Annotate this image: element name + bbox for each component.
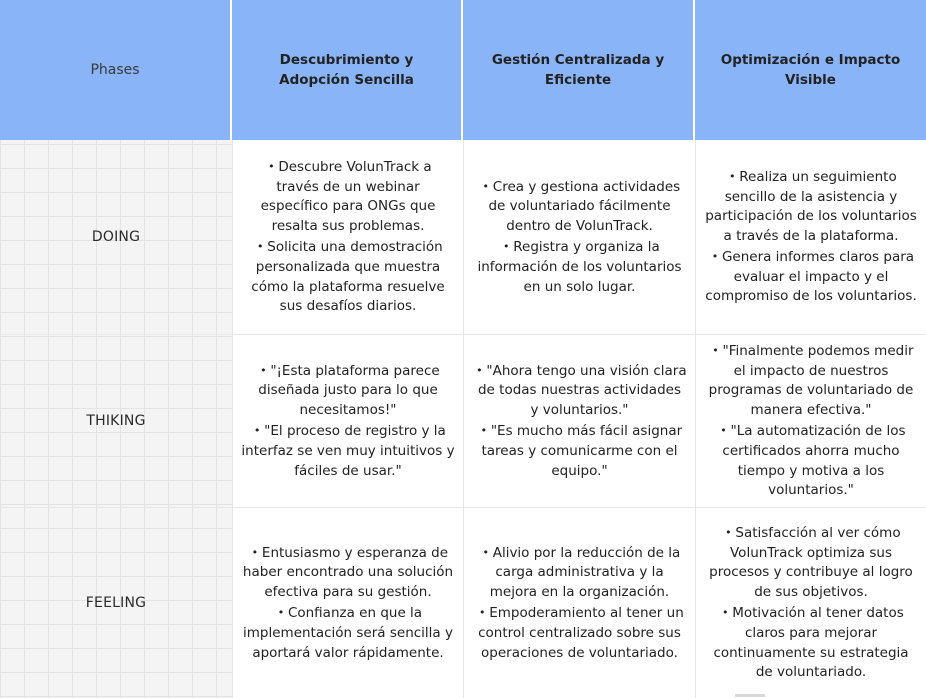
- list-item-text: "Ahora tengo una visión clara de todas nuestras actividades y voluntarios.": [477, 362, 687, 419]
- list-item: [472, 421, 687, 481]
- list-item-text: Registra y organiza la información de los voluntarios en un solo lugar.: [477, 239, 682, 295]
- list-item-text: Satisfacción al ver cómo VolunTrack optimiza sus procesos y contribuye al logro de sus objetivos.: [709, 524, 913, 601]
- list-item: [472, 361, 687, 421]
- bullet-icon: •: [478, 606, 486, 619]
- cell-feeling-management: [463, 508, 695, 698]
- bullet-icon: •: [482, 179, 490, 193]
- list-item-text: "¡Esta plataforma parece diseñada justo para lo que necesitamos!": [258, 362, 440, 419]
- column-header-discovery: [232, 0, 463, 140]
- bullet-icon: •: [268, 159, 275, 173]
- cell-doing-optimization: [695, 140, 926, 334]
- bullet-icon: •: [253, 424, 261, 437]
- bullet-icon: •: [480, 424, 488, 437]
- row-label-feeling: [0, 508, 232, 698]
- list-item: [241, 543, 455, 603]
- list-item: [704, 603, 918, 683]
- row-label-doing: [0, 140, 232, 334]
- bullet-icon: •: [482, 545, 489, 559]
- list-item-text: Confianza en que la implementación será sencilla y aportará valor rápidamente.: [243, 605, 453, 661]
- list-item-text: "Es mucho más fácil asignar tareas y comunicarme con el equipo.": [481, 423, 683, 479]
- cell-thinking-discovery: [232, 335, 463, 507]
- list-item-text: "El proceso de registro y la interfaz se ven muy intuitivos y fáciles de usar.": [241, 423, 455, 479]
- bullet-icon: •: [721, 606, 729, 619]
- phases-label: Phases: [90, 62, 140, 78]
- phases-header: [0, 0, 232, 140]
- row-label-text: THIKING: [86, 413, 146, 429]
- list-item: [241, 361, 455, 421]
- list-item-text: Entusiasmo y esperanza de haber encontrado una solución efectiva para su gestión.: [242, 544, 454, 601]
- column-header-label: Descubrimiento y Adopción Sencilla: [279, 52, 414, 88]
- list-item: [472, 177, 687, 237]
- list-item: [472, 603, 687, 663]
- bullet-list: [241, 361, 455, 482]
- column-header-optimization: [695, 0, 926, 140]
- bullet-icon: •: [720, 424, 727, 437]
- cell-doing-discovery: [232, 140, 463, 334]
- list-item: [241, 603, 455, 663]
- list-item-text: Motivación al tener datos claros para mejorar continuamente su estrategia de voluntariado.: [713, 605, 909, 681]
- list-item-text: Crea y gestiona actividades de voluntariado fácilmente dentro de VolunTrack.: [488, 178, 681, 235]
- list-item: [472, 543, 687, 603]
- bullet-icon: •: [251, 545, 259, 559]
- bullet-icon: •: [260, 363, 267, 377]
- bullet-list: [704, 523, 918, 683]
- cell-doing-management: [463, 140, 695, 334]
- bullet-icon: •: [257, 240, 264, 253]
- scroll-indicator: [735, 694, 765, 697]
- list-item-text: Solicita una demostración personalizada que muestra cómo la plataforma resuelve sus desafíos diarios.: [251, 239, 445, 315]
- row-label-text: FEELING: [85, 595, 147, 611]
- row-label-thinking: [0, 335, 232, 507]
- list-item: [704, 421, 918, 501]
- bullet-icon: •: [502, 240, 510, 253]
- list-item: [704, 167, 918, 247]
- bullet-icon: •: [711, 249, 719, 263]
- cell-thinking-management: [463, 335, 695, 507]
- bullet-list: [241, 543, 455, 664]
- list-item-text: "Finalmente podemos medir el impacto de nuestros programas de voluntariado de manera efectiva.": [708, 342, 914, 419]
- bullet-icon: •: [277, 606, 285, 619]
- list-item-text: Empoderamiento al tener un control centralizado sobre sus operaciones de voluntariado.: [478, 605, 684, 661]
- cell-thinking-optimization: [695, 335, 926, 507]
- list-item-text: "La automatización de los certificados ahorra mucho tiempo y motiva a los voluntarios.": [722, 423, 906, 499]
- list-item-text: Genera informes claros para evaluar el impacto y el compromiso de los voluntarios.: [705, 248, 917, 305]
- list-item-text: Realiza un seguimiento sencillo de la asistencia y participación de los voluntarios a través de la plataforma.: [705, 168, 917, 245]
- cell-feeling-discovery: [232, 508, 463, 698]
- bullet-icon: •: [476, 363, 483, 377]
- column-header-label: Optimización e Impacto Visible: [720, 52, 901, 88]
- row-label-text: DOING: [91, 229, 141, 245]
- list-item: [704, 523, 918, 603]
- list-item-text: Alivio por la reducción de la carga administrativa y la mejora en la organización.: [489, 544, 681, 601]
- bullet-list: [241, 157, 455, 317]
- list-item-text: Descubre VolunTrack a través de un webinar específico para ONGs que resalta sus problemas.: [260, 158, 436, 235]
- bullet-list: [472, 361, 687, 482]
- column-header-label: Gestión Centralizada y Eficiente: [491, 52, 665, 88]
- bullet-list: [704, 167, 918, 308]
- list-item: [241, 157, 455, 237]
- bullet-icon: •: [725, 525, 732, 539]
- list-item: [704, 341, 918, 421]
- list-item: [241, 237, 455, 317]
- bullet-list: [472, 177, 687, 298]
- column-header-management: [463, 0, 695, 140]
- cell-feeling-optimization: [695, 508, 926, 698]
- bullet-list: [472, 543, 687, 664]
- bullet-icon: •: [729, 169, 736, 183]
- bullet-icon: •: [712, 343, 719, 357]
- list-item: [241, 421, 455, 481]
- list-item: [704, 247, 918, 307]
- bullet-list: [704, 341, 918, 501]
- list-item: [472, 237, 687, 297]
